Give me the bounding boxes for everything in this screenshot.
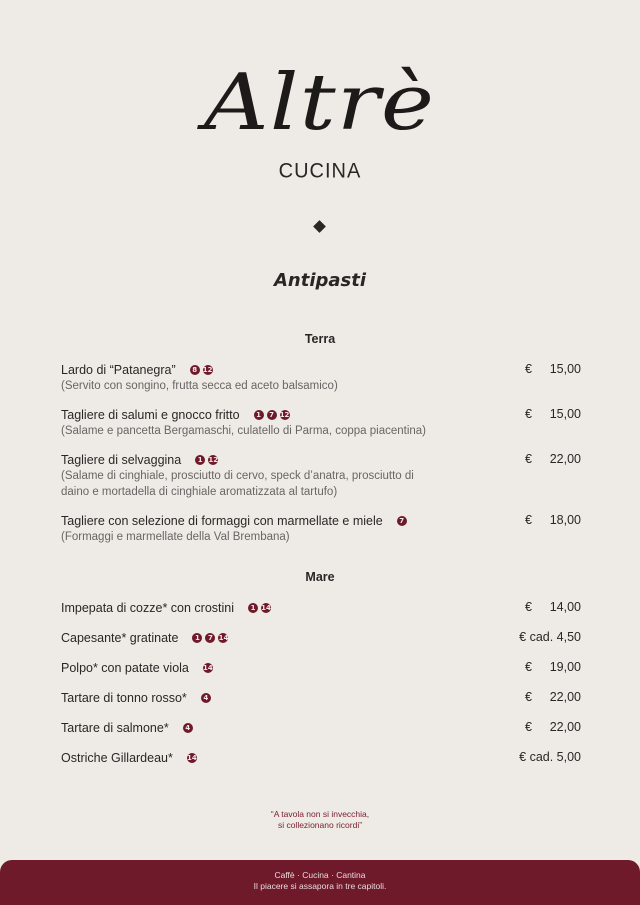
allergen-badge: 1 [254,410,264,420]
price-value: 15,00 [549,407,581,421]
allergen-badges [397,513,410,528]
quote-line: “A tavola non si invecchia, [270,809,370,819]
allergen-badge: 12 [279,410,290,419]
menu-item [61,452,581,500]
menu-item [61,690,581,706]
item-description: (Salame di cinghiale, prosciutto di cervo, speck d’anatra, prosciutto di daino e mortadella di cinghiale aromatizzata al tartufo) [61,470,414,498]
allergen-badge: 12 [202,365,213,374]
price-value: 15,00 [549,362,581,376]
menu-item [61,660,581,676]
price-value: 19,00 [549,660,581,674]
currency-symbol: € [525,513,532,527]
allergen-badges [187,750,200,765]
currency-symbol: € [525,452,532,466]
item-name: Tagliere di selvaggina [61,453,182,467]
item-price [525,513,581,528]
logo [0,58,640,148]
allergen-badges [248,600,274,615]
menu-item [61,630,581,646]
menu-item [61,600,581,616]
section-title: Antipasti [273,270,367,291]
item-name: Polpo* con patate viola [61,661,189,675]
menu-item [61,720,581,736]
allergen-badges [254,407,293,422]
currency-symbol: € [525,362,532,376]
menu-item [61,513,581,545]
price-value: 22,00 [549,452,581,466]
allergen-badges [190,362,216,377]
price-value: € cad. 5,00 [519,750,581,764]
footer-line: Il piacere si assapora in tre capitoli. [253,881,387,891]
allergen-badge: 4 [183,723,193,733]
allergen-badge: 1 [248,603,258,613]
item-price [525,720,581,735]
currency-symbol: € [525,407,532,421]
logo-subtitle: CUCINA [278,159,362,183]
price-value: 18,00 [549,513,581,527]
item-price [525,600,581,615]
quote [0,809,640,831]
price-value: € cad. 4,50 [519,630,581,644]
menu-item [61,407,581,439]
menu-item [61,362,581,394]
allergen-badges [195,452,221,467]
item-description: (Formaggi e marmellate della Val Brembana) [61,531,290,543]
footer [0,860,640,905]
item-price [525,660,581,675]
logo-script-name: Altrè [204,58,436,148]
price-value: 14,00 [549,600,581,614]
allergen-badges [201,690,214,705]
item-name: Tagliere con selezione di formaggi con marmellate e miele [61,514,383,528]
item-name: Tartare di tonno rosso* [61,691,187,705]
allergen-badge: 4 [201,693,211,703]
item-price [525,362,581,377]
footer-line: Caffè · Cucina · Cantina [274,870,366,880]
allergen-badge: 14 [218,633,229,642]
price-value: 22,00 [549,720,581,734]
price-value: 22,00 [549,690,581,704]
allergen-badge: 12 [208,455,219,464]
allergen-badge: 8 [190,365,200,375]
item-name: Tartare di salmone* [61,721,169,735]
allergen-badge: 14 [203,663,213,672]
item-price [525,452,581,467]
item-price [519,630,581,645]
item-name: Impepata di cozze* con crostini [61,601,235,615]
allergen-badges [203,660,216,675]
item-price [525,690,581,705]
item-description: (Salame e pancetta Bergamaschi, culatello di Parma, coppa piacentina) [61,425,427,437]
allergen-badge: 7 [205,633,215,643]
subsection-title-mare: Mare [305,570,335,584]
allergen-badge: 7 [397,516,407,526]
allergen-badges [183,720,196,735]
item-name: Capesante* gratinate [61,631,179,645]
allergen-badges [192,630,231,645]
diamond-divider-icon [313,220,326,233]
allergen-badge: 14 [186,753,197,762]
currency-symbol: € [525,720,532,734]
item-name: Ostriche Gillardeau* [61,751,173,765]
allergen-badge: 1 [192,633,202,643]
item-price [519,750,581,765]
item-description: (Servito con songino, frutta secca ed aceto balsamico) [61,380,338,392]
currency-symbol: € [525,600,532,614]
currency-symbol: € [525,690,532,704]
currency-symbol: € [525,660,532,674]
allergen-badge: 1 [195,455,205,465]
allergen-badge: 7 [267,410,277,420]
item-name: Lardo di “Patanegra” [61,363,176,377]
item-name: Tagliere di salumi e gnocco fritto [61,408,240,422]
menu-item [61,750,581,766]
allergen-badge: 14 [261,603,271,612]
subsection-title-terra: Terra [304,332,336,346]
item-price [525,407,581,422]
quote-line: si collezionano ricordi” [277,820,363,830]
